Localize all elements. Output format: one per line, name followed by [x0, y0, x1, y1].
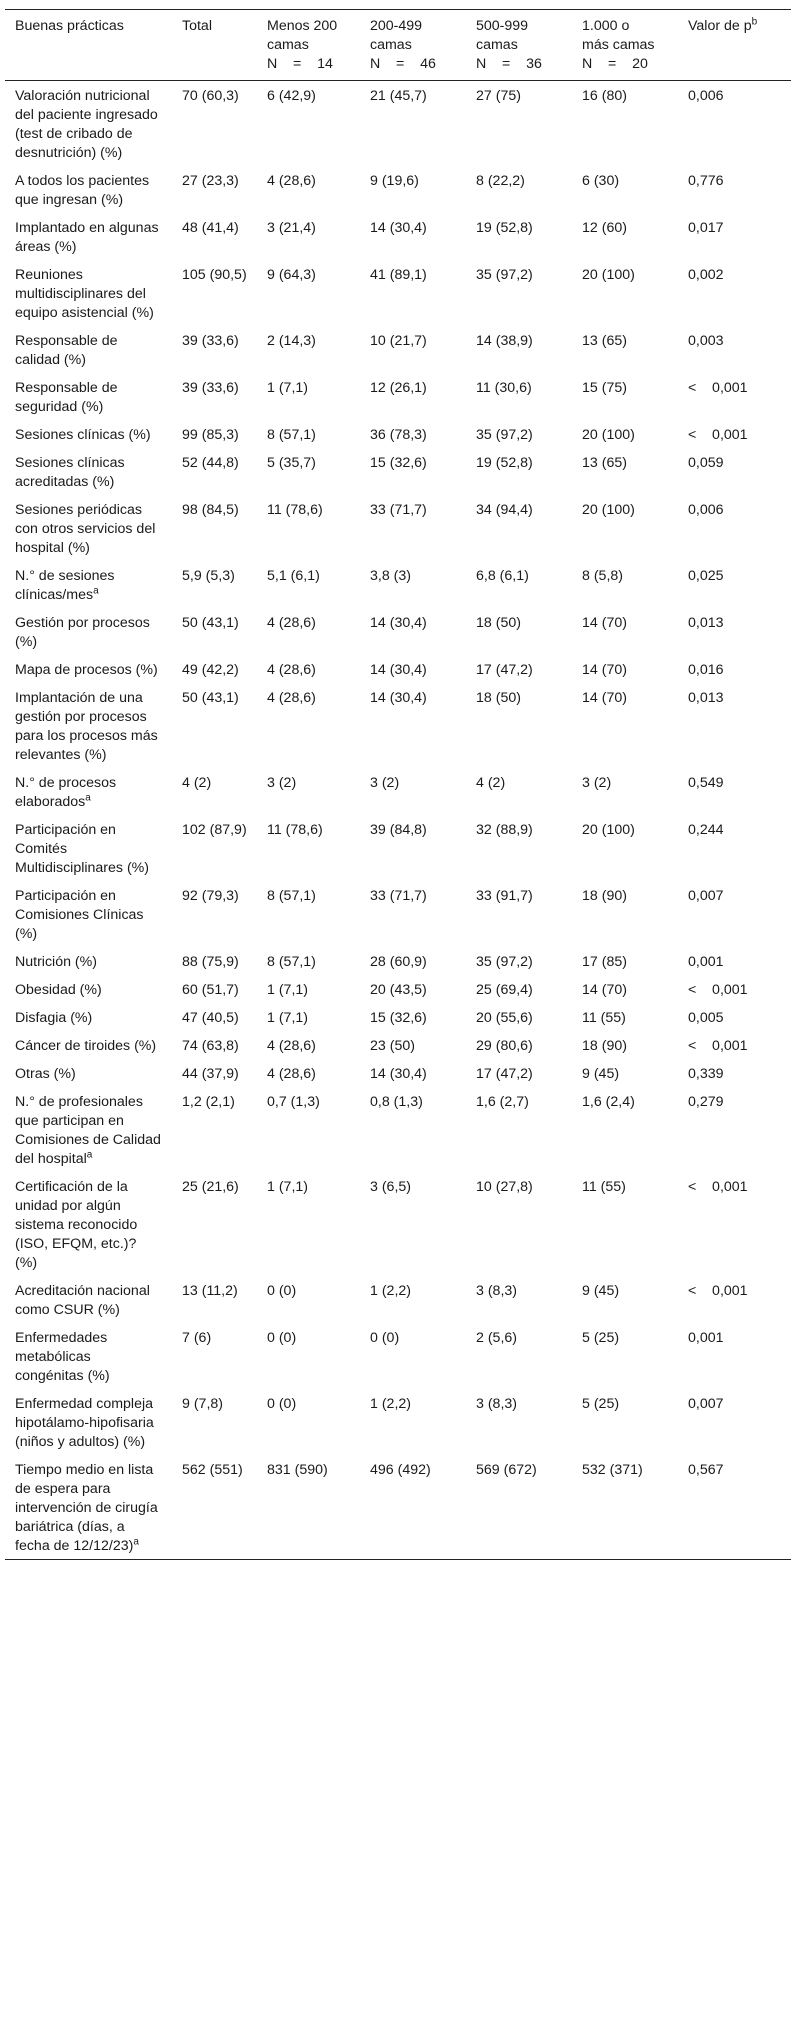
total-cell: 5,9 (5,3) [182, 568, 235, 584]
practice-label: Nutrición (%) [15, 954, 97, 970]
group-2-cell: 14 (30,4) [370, 690, 427, 706]
group-4-cell: 6 (30) [582, 173, 620, 189]
total-cell: 50 (43,1) [182, 615, 239, 631]
group-3-cell: 33 (91,7) [476, 888, 533, 904]
group-1-cell: 11 (78,6) [267, 502, 323, 518]
total-cell: 1,2 (2,1) [182, 1094, 235, 1110]
pvalue-cell: 0,006 [688, 502, 724, 518]
group-3-cell: 3 (8,3) [476, 1396, 518, 1412]
group-2-cell: 14 (30,4) [370, 220, 427, 236]
table-row [5, 1172, 791, 1276]
header-group-2-n: N = 46 [370, 56, 436, 72]
practice-cell [5, 260, 172, 326]
group-1-cell: 4 (28,6) [267, 1038, 316, 1054]
header-row [5, 10, 791, 81]
group-2-cell: 0,8 (1,3) [370, 1094, 423, 1110]
group-3-cell: 27 (75) [476, 88, 521, 104]
group-4-cell: 5 (25) [582, 1330, 620, 1346]
group-2-cell: 23 (50) [370, 1038, 415, 1054]
table-row [5, 975, 791, 1003]
total-cell: 39 (33,6) [182, 380, 239, 396]
pvalue-cell: 0,001 [688, 1330, 724, 1346]
header-practice: Buenas prácticas [15, 18, 124, 34]
group-2-cell: 1 (2,2) [370, 1283, 412, 1299]
group-1-cell: 4 (28,6) [267, 690, 316, 706]
group-2-cell: 3,8 (3) [370, 568, 412, 584]
table-row [5, 81, 791, 167]
practice-label: Responsable de calidad (%) [15, 333, 118, 368]
table-row [5, 495, 791, 561]
table-header [5, 10, 791, 81]
group-3-cell: 19 (52,8) [476, 455, 533, 471]
practice-label: N.° de procesos elaborados [15, 775, 117, 810]
total-cell: 25 (21,6) [182, 1179, 239, 1195]
pvalue-cell: 0,279 [688, 1094, 724, 1110]
header-group-3-line1: 500-999 [476, 18, 529, 34]
group-3-cell: 20 (55,6) [476, 1010, 533, 1026]
total-cell: 13 (11,2) [182, 1283, 238, 1299]
total-cell: 52 (44,8) [182, 455, 239, 471]
group-1-cell: 4 (28,6) [267, 1066, 316, 1082]
practice-label: Otras (%) [15, 1066, 76, 1082]
group-3-cell: 1,6 (2,7) [476, 1094, 529, 1110]
group-3-cell: 29 (80,6) [476, 1038, 533, 1054]
header-pvalue-label: Valor de p [688, 18, 752, 34]
pvalue-cell: < 0,001 [688, 982, 748, 998]
header-group-3-n: N = 36 [476, 56, 542, 72]
group-2-cell: 20 (43,5) [370, 982, 427, 998]
total-cell: 562 (551) [182, 1462, 243, 1478]
table-row [5, 768, 791, 815]
group-3-cell: 35 (97,2) [476, 954, 533, 970]
group-3-cell: 4 (2) [476, 775, 506, 791]
header-group-1-line1: Menos 200 [267, 18, 338, 34]
total-cell: 27 (23,3) [182, 173, 239, 189]
table-row [5, 683, 791, 768]
group-4-cell: 14 (70) [582, 690, 627, 706]
group-3-cell: 35 (97,2) [476, 267, 533, 283]
pvalue-cell: 0,339 [688, 1066, 724, 1082]
total-cell: 99 (85,3) [182, 427, 239, 443]
practice-label: A todos los pacientes que ingresan (%) [15, 173, 150, 208]
table-row [5, 608, 791, 655]
practice-label: Enfermedades metabólicas congénitas (%) [15, 1330, 110, 1384]
practice-label: N.° de sesiones clínicas/mes [15, 568, 115, 603]
table-row [5, 1276, 791, 1323]
group-4-cell: 15 (75) [582, 380, 627, 396]
group-4-cell: 14 (70) [582, 982, 627, 998]
group-4-cell: 17 (85) [582, 954, 627, 970]
group-2-cell: 12 (26,1) [370, 380, 427, 396]
practice-cell [5, 1172, 172, 1276]
pvalue-cell: 0,016 [688, 662, 724, 678]
group-2-cell: 33 (71,7) [370, 888, 427, 904]
footnote-marker: a [86, 1149, 93, 1161]
pvalue-cell: 0,001 [688, 954, 724, 970]
practice-cell [5, 420, 172, 448]
pvalue-cell: 0,007 [688, 888, 724, 904]
practice-label: Participación en Comités Multidisciplinares (%) [15, 822, 150, 876]
total-cell: 44 (37,9) [182, 1066, 239, 1082]
table-row [5, 213, 791, 260]
pvalue-cell: 0,017 [688, 220, 724, 236]
header-group-3 [466, 10, 572, 81]
group-2-cell: 21 (45,7) [370, 88, 427, 104]
pvalue-cell: 0,025 [688, 568, 724, 584]
group-1-cell: 5 (35,7) [267, 455, 316, 471]
pvalue-cell: 0,567 [688, 1462, 724, 1478]
header-group-4-line2: más camas [582, 37, 655, 53]
group-3-cell: 6,8 (6,1) [476, 568, 529, 584]
pvalue-cell: < 0,001 [688, 380, 748, 396]
total-cell: 98 (84,5) [182, 502, 239, 518]
group-1-cell: 1 (7,1) [267, 1010, 309, 1026]
total-cell: 9 (7,8) [182, 1396, 224, 1412]
table-row [5, 1031, 791, 1059]
table-row [5, 166, 791, 213]
pvalue-cell: < 0,001 [688, 1179, 748, 1195]
practice-cell [5, 881, 172, 947]
total-cell: 102 (87,9) [182, 822, 247, 838]
practice-label: Certificación de la unidad por algún sistema reconocido (ISO, EFQM, etc.)? (%) [15, 1179, 138, 1271]
group-1-cell: 0 (0) [267, 1330, 297, 1346]
group-4-cell: 20 (100) [582, 822, 635, 838]
group-3-cell: 19 (52,8) [476, 220, 533, 236]
header-group-2-line1: 200-499 [370, 18, 423, 34]
group-3-cell: 17 (47,2) [476, 1066, 533, 1082]
practice-cell [5, 1031, 172, 1059]
group-1-cell: 1 (7,1) [267, 982, 309, 998]
group-4-cell: 9 (45) [582, 1283, 620, 1299]
practice-cell [5, 975, 172, 1003]
pvalue-cell: 0,006 [688, 88, 724, 104]
practice-cell [5, 608, 172, 655]
group-4-cell: 3 (2) [582, 775, 612, 791]
practice-label: Valoración nutricional del paciente ingresado (test de cribado de desnutrición) (%) [15, 88, 158, 161]
group-3-cell: 18 (50) [476, 615, 521, 631]
table-row [5, 326, 791, 373]
table-row [5, 815, 791, 881]
total-cell: 60 (51,7) [182, 982, 239, 998]
header-pvalue [678, 10, 791, 81]
practice-label: N.° de profesionales que participan en Comisiones de Calidad del hospital [15, 1094, 161, 1167]
group-4-cell: 14 (70) [582, 662, 627, 678]
practice-cell [5, 1059, 172, 1087]
practice-label: Sesiones periódicas con otros servicios del hospital (%) [15, 502, 156, 556]
pvalue-cell: 0,013 [688, 615, 724, 631]
group-1-cell: 4 (28,6) [267, 173, 316, 189]
practice-cell [5, 81, 172, 167]
group-3-cell: 32 (88,9) [476, 822, 533, 838]
practice-cell [5, 815, 172, 881]
group-4-cell: 20 (100) [582, 427, 635, 443]
practice-label: Sesiones clínicas acreditadas (%) [15, 455, 125, 490]
group-2-cell: 14 (30,4) [370, 662, 427, 678]
table-row [5, 1059, 791, 1087]
total-cell: 88 (75,9) [182, 954, 239, 970]
group-2-cell: 10 (21,7) [370, 333, 427, 349]
group-4-cell: 13 (65) [582, 333, 627, 349]
group-4-cell: 14 (70) [582, 615, 627, 631]
group-3-cell: 3 (8,3) [476, 1283, 518, 1299]
total-cell: 48 (41,4) [182, 220, 239, 236]
pvalue-cell: < 0,001 [688, 1038, 748, 1054]
group-3-cell: 569 (672) [476, 1462, 537, 1478]
group-1-cell: 6 (42,9) [267, 88, 316, 104]
practice-label: Obesidad (%) [15, 982, 102, 998]
practice-label: Implantación de una gestión por procesos para los procesos más relevantes (%) [15, 690, 158, 763]
group-1-cell: 3 (21,4) [267, 220, 316, 236]
pvalue-cell: 0,003 [688, 333, 724, 349]
group-4-cell: 8 (5,8) [582, 568, 624, 584]
practice-cell [5, 1455, 172, 1560]
group-4-cell: 5 (25) [582, 1396, 620, 1412]
header-group-1-line2: camas [267, 37, 309, 53]
practice-label: Participación en Comisiones Clínicas (%) [15, 888, 144, 942]
header-group-2 [360, 10, 466, 81]
group-2-cell: 41 (89,1) [370, 267, 427, 283]
group-1-cell: 8 (57,1) [267, 954, 316, 970]
group-1-cell: 0,7 (1,3) [267, 1094, 320, 1110]
table-row [5, 655, 791, 683]
group-3-cell: 35 (97,2) [476, 427, 533, 443]
pvalue-cell: 0,776 [688, 173, 724, 189]
practice-cell [5, 561, 172, 608]
group-3-cell: 25 (69,4) [476, 982, 533, 998]
practice-cell [5, 683, 172, 768]
header-group-1-n: N = 14 [267, 56, 333, 72]
group-1-cell: 2 (14,3) [267, 333, 316, 349]
group-2-cell: 14 (30,4) [370, 1066, 427, 1082]
footnote-marker: a [85, 792, 91, 804]
group-1-cell: 3 (2) [267, 775, 297, 791]
header-total: Total [182, 18, 212, 34]
group-2-cell: 9 (19,6) [370, 173, 419, 189]
table-row [5, 1455, 791, 1560]
group-4-cell: 16 (80) [582, 88, 627, 104]
group-2-cell: 3 (2) [370, 775, 400, 791]
pvalue-cell: 0,013 [688, 690, 724, 706]
header-group-2-line2: camas [370, 37, 412, 53]
group-2-cell: 15 (32,6) [370, 1010, 427, 1026]
table-row [5, 420, 791, 448]
group-1-cell: 11 (78,6) [267, 822, 323, 838]
group-2-cell: 3 (6,5) [370, 1179, 412, 1195]
group-1-cell: 9 (64,3) [267, 267, 316, 283]
group-4-cell: 11 (55) [582, 1010, 626, 1026]
group-2-cell: 33 (71,7) [370, 502, 427, 518]
practice-label: Enfermedad compleja hipotálamo-hipofisaria (niños y adultos) (%) [15, 1396, 154, 1450]
good-practices-table [5, 9, 791, 1560]
practice-cell [5, 655, 172, 683]
group-4-cell: 12 (60) [582, 220, 627, 236]
group-3-cell: 34 (94,4) [476, 502, 533, 518]
group-3-cell: 18 (50) [476, 690, 521, 706]
group-1-cell: 1 (7,1) [267, 380, 309, 396]
total-cell: 50 (43,1) [182, 690, 239, 706]
footnote-marker: a [93, 585, 99, 597]
group-2-cell: 14 (30,4) [370, 615, 427, 631]
header-group-4 [572, 10, 678, 81]
table-row [5, 1389, 791, 1455]
total-cell: 105 (90,5) [182, 267, 247, 283]
total-cell: 39 (33,6) [182, 333, 239, 349]
table-row [5, 1003, 791, 1031]
practice-cell [5, 768, 172, 815]
group-1-cell: 1 (7,1) [267, 1179, 309, 1195]
group-1-cell: 0 (0) [267, 1283, 297, 1299]
header-pvalue-footnote: b [751, 16, 758, 28]
group-4-cell: 532 (371) [582, 1462, 643, 1478]
table-row [5, 881, 791, 947]
group-2-cell: 0 (0) [370, 1330, 400, 1346]
header-group-3-line2: camas [476, 37, 518, 53]
group-4-cell: 18 (90) [582, 1038, 627, 1054]
total-cell: 74 (63,8) [182, 1038, 239, 1054]
pvalue-cell: 0,002 [688, 267, 724, 283]
pvalue-cell: < 0,001 [688, 427, 748, 443]
total-cell: 47 (40,5) [182, 1010, 239, 1026]
practice-cell [5, 213, 172, 260]
practice-label: Cáncer de tiroides (%) [15, 1038, 157, 1054]
group-1-cell: 8 (57,1) [267, 427, 316, 443]
practice-cell [5, 448, 172, 495]
total-cell: 49 (42,2) [182, 662, 239, 678]
practice-cell [5, 1276, 172, 1323]
practice-cell [5, 166, 172, 213]
group-4-cell: 11 (55) [582, 1179, 626, 1195]
group-1-cell: 5,1 (6,1) [267, 568, 320, 584]
total-cell: 7 (6) [182, 1330, 212, 1346]
practice-label: Acreditación nacional como CSUR (%) [15, 1283, 150, 1318]
pvalue-cell: 0,005 [688, 1010, 724, 1026]
total-cell: 4 (2) [182, 775, 212, 791]
group-2-cell: 36 (78,3) [370, 427, 427, 443]
group-1-cell: 4 (28,6) [267, 615, 316, 631]
group-3-cell: 17 (47,2) [476, 662, 533, 678]
group-1-cell: 0 (0) [267, 1396, 297, 1412]
pvalue-cell: 0,244 [688, 822, 724, 838]
group-3-cell: 8 (22,2) [476, 173, 525, 189]
table-row [5, 1087, 791, 1172]
pvalue-cell: < 0,001 [688, 1283, 748, 1299]
practice-label: Disfagia (%) [15, 1010, 93, 1026]
pvalue-cell: 0,007 [688, 1396, 724, 1412]
group-1-cell: 831 (590) [267, 1462, 328, 1478]
group-4-cell: 20 (100) [582, 502, 635, 518]
group-3-cell: 14 (38,9) [476, 333, 533, 349]
practice-label: Gestión por procesos (%) [15, 615, 150, 650]
pvalue-cell: 0,059 [688, 455, 724, 471]
table-row [5, 561, 791, 608]
practice-label: Reuniones multidisciplinares del equipo asistencial (%) [15, 267, 154, 321]
practice-cell [5, 373, 172, 420]
table-row [5, 448, 791, 495]
group-1-cell: 4 (28,6) [267, 662, 316, 678]
practice-cell [5, 1323, 172, 1389]
practice-cell [5, 326, 172, 373]
footnote-marker: a [133, 1536, 139, 1548]
practice-label: Implantado en algunas áreas (%) [15, 220, 159, 255]
practice-label: Tiempo medio en lista de espera para intervención de cirugía bariátrica (días, a fecha de 12/12/23) [15, 1462, 158, 1554]
total-cell: 92 (79,3) [182, 888, 239, 904]
group-3-cell: 11 (30,6) [476, 380, 532, 396]
group-1-cell: 8 (57,1) [267, 888, 316, 904]
practice-label: Mapa de procesos (%) [15, 662, 158, 678]
group-4-cell: 1,6 (2,4) [582, 1094, 635, 1110]
group-4-cell: 20 (100) [582, 267, 635, 283]
practice-cell [5, 495, 172, 561]
table-body [5, 81, 791, 1560]
table-row [5, 1323, 791, 1389]
table-row [5, 373, 791, 420]
group-2-cell: 39 (84,8) [370, 822, 427, 838]
header-group-4-line1: 1.000 o [582, 18, 630, 34]
group-4-cell: 13 (65) [582, 455, 627, 471]
practice-label: Responsable de seguridad (%) [15, 380, 118, 415]
group-2-cell: 1 (2,2) [370, 1396, 412, 1412]
header-group-4-n: N = 20 [582, 56, 648, 72]
pvalue-cell: 0,549 [688, 775, 724, 791]
group-3-cell: 10 (27,8) [476, 1179, 533, 1195]
table-row [5, 947, 791, 975]
table-row [5, 260, 791, 326]
group-3-cell: 2 (5,6) [476, 1330, 518, 1346]
group-2-cell: 15 (32,6) [370, 455, 427, 471]
group-2-cell: 496 (492) [370, 1462, 431, 1478]
practice-cell [5, 1003, 172, 1031]
total-cell: 70 (60,3) [182, 88, 239, 104]
group-4-cell: 18 (90) [582, 888, 627, 904]
group-4-cell: 9 (45) [582, 1066, 620, 1082]
practice-cell [5, 947, 172, 975]
header-group-1 [257, 10, 360, 81]
practice-cell [5, 1389, 172, 1455]
group-2-cell: 28 (60,9) [370, 954, 427, 970]
practice-cell [5, 1087, 172, 1172]
practice-label: Sesiones clínicas (%) [15, 427, 151, 443]
